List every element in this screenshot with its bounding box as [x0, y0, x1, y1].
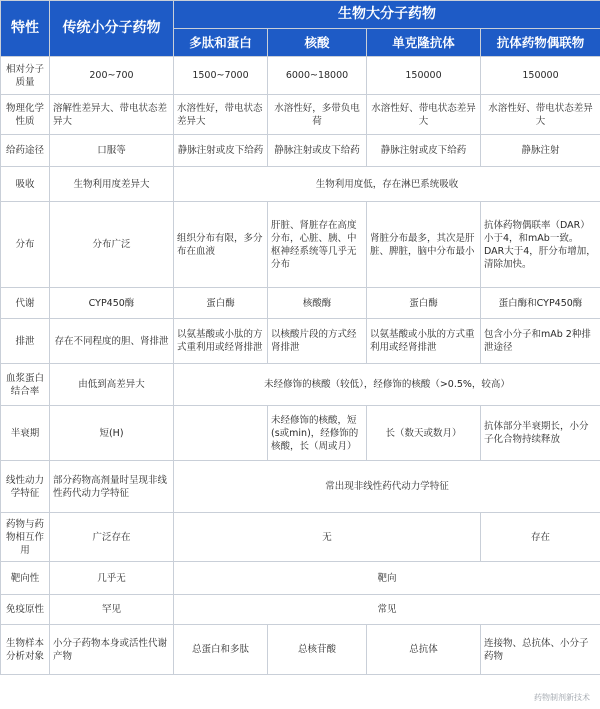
- cell: 组织分布有限，多分布在血液: [174, 202, 268, 288]
- cell: 存在: [481, 513, 600, 562]
- row-label: 半衰期: [1, 406, 50, 461]
- cell: 无: [174, 513, 481, 562]
- cell: 肝脏、肾脏存在高度分布，心脏、胰、中枢神经系统等几乎无分布: [268, 202, 367, 288]
- cell: 长（数天或数月）: [367, 406, 481, 461]
- row-label: 物理化学性质: [1, 95, 50, 135]
- row-label: 药物与药物相互作用: [1, 513, 50, 562]
- cell: 静脉注射或皮下给药: [174, 135, 268, 167]
- header-adc: 抗体药物偶联物: [481, 29, 600, 57]
- header-mab: 单克隆抗体: [367, 29, 481, 57]
- row-label: 靶向性: [1, 562, 50, 595]
- row-label: 排泄: [1, 319, 50, 364]
- cell: 静脉注射: [481, 135, 600, 167]
- cell: 蛋白酶和CYP450酶: [481, 288, 600, 319]
- cell: 包含小分子和mAb 2种排泄途径: [481, 319, 600, 364]
- cell: 几乎无: [50, 562, 174, 595]
- cell: 生物利用度低，存在淋巴系统吸收: [174, 167, 600, 202]
- table-row: [1, 319, 600, 364]
- row-label: 分布: [1, 202, 50, 288]
- cell: 抗体药物偶联率（DAR）小于4，和mAb一致。DAR大于4，肝分布增加，清除加快。: [481, 202, 600, 288]
- cell: 蛋白酶: [367, 288, 481, 319]
- row-label: 生物样本分析对象: [1, 625, 50, 675]
- table-row: [1, 202, 600, 288]
- table-row: [1, 625, 600, 675]
- cell: 常出现非线性药代动力学特征: [174, 461, 600, 513]
- cell: 广泛存在: [50, 513, 174, 562]
- table-row: [1, 167, 600, 202]
- cell: 口服等: [50, 135, 174, 167]
- cell: 静脉注射或皮下给药: [367, 135, 481, 167]
- cell: 短(H): [50, 406, 174, 461]
- table-row: [1, 513, 600, 562]
- row-label: 血浆蛋白结合率: [1, 364, 50, 406]
- cell: 生物利用度差异大: [50, 167, 174, 202]
- watermark: 药物制剂新技术: [534, 693, 590, 702]
- row-label: 给药途径: [1, 135, 50, 167]
- cell: 抗体部分半衰期长，小分子化合物持续释放: [481, 406, 600, 461]
- table-row: [1, 95, 600, 135]
- cell: 以氨基酸或小肽的方式重利用或经肾排泄: [367, 319, 481, 364]
- cell: 蛋白酶: [174, 288, 268, 319]
- table-row: [1, 562, 600, 595]
- cell: 200~700: [50, 57, 174, 95]
- cell: 未经修饰的核酸（较低），经修饰的核酸（>0.5%，较高）: [174, 364, 600, 406]
- cell: 1500~7000: [174, 57, 268, 95]
- cell: 水溶性好、带电状态差异大: [481, 95, 600, 135]
- cell: 150000: [367, 57, 481, 95]
- cell: 总核苷酸: [268, 625, 367, 675]
- cell: 罕见: [50, 595, 174, 625]
- table-row: [1, 364, 600, 406]
- table-row: [1, 406, 600, 461]
- cell: 150000: [481, 57, 600, 95]
- cell: 分布广泛: [50, 202, 174, 288]
- header-property: 特性: [1, 1, 50, 57]
- table-row: [1, 288, 600, 319]
- table-row: [1, 461, 600, 513]
- cell: 总抗体: [367, 625, 481, 675]
- table-row: [1, 135, 600, 167]
- header-peptide: 多肽和蛋白: [174, 29, 268, 57]
- row-label: 相对分子质量: [1, 57, 50, 95]
- cell: 水溶性好，带电状态差异大: [174, 95, 268, 135]
- row-label: 代谢: [1, 288, 50, 319]
- cell: 由低到高差异大: [50, 364, 174, 406]
- cell: 总蛋白和多肽: [174, 625, 268, 675]
- cell: 肾脏分布最多，其次是肝脏、脾脏，脑中分布最小: [367, 202, 481, 288]
- header-nucleic: 核酸: [268, 29, 367, 57]
- cell: CYP450酶: [50, 288, 174, 319]
- cell: 以核酸片段的方式经肾排泄: [268, 319, 367, 364]
- header-biologics: 生物大分子药物: [174, 1, 600, 29]
- cell: [174, 406, 268, 461]
- table-row: [1, 57, 600, 95]
- cell: 常见: [174, 595, 600, 625]
- cell: 未经修饰的核酸，短(s或min)，经修饰的核酸，长（周或月）: [268, 406, 367, 461]
- cell: 静脉注射或皮下给药: [268, 135, 367, 167]
- cell: 存在不同程度的胆、肾排泄: [50, 319, 174, 364]
- header-small-molecule: 传统小分子药物: [50, 1, 174, 57]
- row-label: 线性动力学特征: [1, 461, 50, 513]
- row-label: 免疫原性: [1, 595, 50, 625]
- cell: 核酸酶: [268, 288, 367, 319]
- cell: 水溶性好，多带负电荷: [268, 95, 367, 135]
- cell: 部分药物高剂量时呈现非线性药代动力学特征: [50, 461, 174, 513]
- cell: 连接物、总抗体、小分子药物: [481, 625, 600, 675]
- row-label: 吸收: [1, 167, 50, 202]
- cell: 6000~18000: [268, 57, 367, 95]
- table-row: [1, 595, 600, 625]
- cell: 以氨基酸或小肽的方式重利用或经肾排泄: [174, 319, 268, 364]
- cell: 靶向: [174, 562, 600, 595]
- cell: 水溶性好、带电状态差异大: [367, 95, 481, 135]
- cell: 溶解性差异大、带电状态差异大: [50, 95, 174, 135]
- cell: 小分子药物本身或活性代谢产物: [50, 625, 174, 675]
